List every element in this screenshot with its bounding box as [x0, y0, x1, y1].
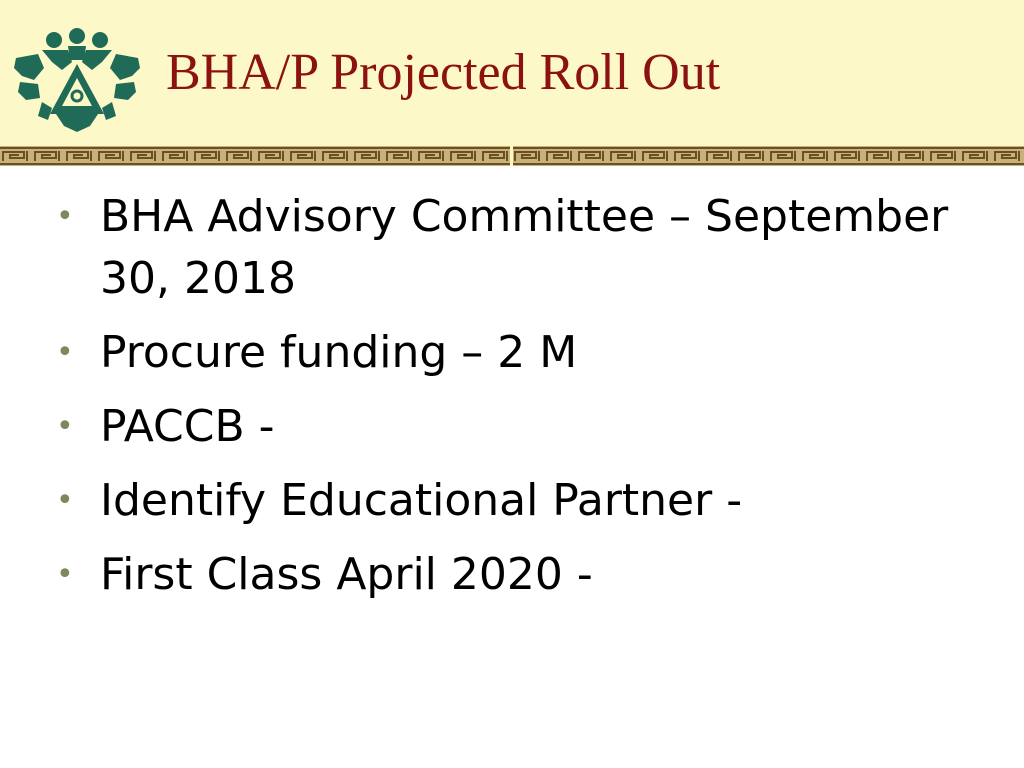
bullet-icon: • — [56, 557, 74, 592]
list-item — [52, 470, 992, 532]
bullet-icon: • — [56, 335, 74, 370]
bullet-text: Procure funding – 2 M — [100, 327, 578, 378]
bullet-text: PACCB - — [100, 401, 275, 452]
seal-logo-icon — [12, 28, 142, 132]
greek-key-border — [0, 146, 1024, 166]
bullet-icon: • — [56, 483, 74, 518]
bullet-list — [52, 186, 992, 618]
list-item — [52, 322, 992, 384]
list-item — [52, 186, 992, 310]
slide-title: BHA/P Projected Roll Out — [166, 44, 721, 101]
bullet-text: Identify Educational Partner - — [100, 475, 743, 526]
slide-header — [0, 0, 1024, 146]
list-item — [52, 544, 992, 606]
list-item — [52, 396, 992, 458]
bullet-text: BHA Advisory Committee – September 30, 2018 — [100, 191, 949, 304]
bullet-text: First Class April 2020 - — [100, 549, 593, 600]
bullet-icon: • — [56, 199, 74, 234]
bullet-icon: • — [56, 409, 74, 444]
